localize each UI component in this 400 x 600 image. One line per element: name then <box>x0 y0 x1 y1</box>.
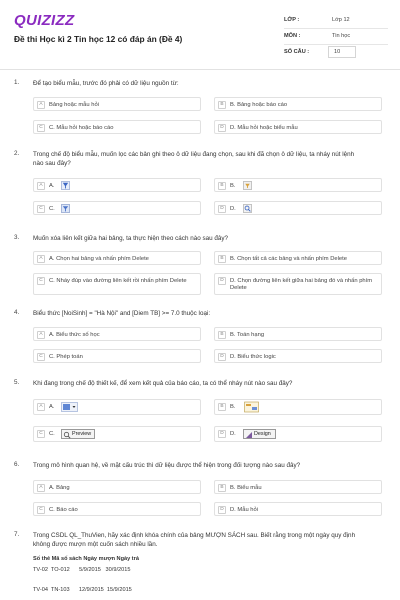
option-letter: D <box>218 277 226 285</box>
option-letter: A <box>37 484 45 492</box>
view-dropdown-icon <box>61 402 78 412</box>
option-2d[interactable] <box>214 201 382 215</box>
table-header: Số thẻ Mã số sách Ngày mượn Ngày trả <box>33 556 139 562</box>
option-text: B. Chọn tất cả các bảng và nhấn phím Delete <box>230 255 347 262</box>
option-text: A. Bảng <box>49 484 70 491</box>
find-icon <box>243 204 252 213</box>
option-letter: D <box>218 353 226 361</box>
count-box <box>328 46 356 58</box>
option-text: B. Biểu mẫu <box>230 484 262 491</box>
question-text: Trong CSDL QL_ThuVien, hãy xác định khóa chính của bảng MƯỢN SÁCH sau. Biết rằng trong một ngày quy định không được mượn một cuốn sách nhiều lần. <box>33 532 356 548</box>
meta-key: SỐ CÂU : <box>284 49 310 55</box>
option-letter: A <box>37 331 45 339</box>
option-text: C. Phép toán <box>49 353 83 360</box>
meta-key: MÔN : <box>284 33 301 39</box>
option-2a[interactable] <box>33 178 201 192</box>
option-text: Bảng hoặc mẫu hỏi <box>49 101 99 108</box>
option-1b[interactable] <box>214 97 382 111</box>
meta-value: 10 <box>334 49 341 55</box>
meta-value: Lớp 12 <box>332 17 350 23</box>
option-letter: A <box>37 403 45 411</box>
option-4b[interactable] <box>214 327 382 341</box>
option-1d[interactable] <box>214 120 382 134</box>
question-number: 2. <box>14 150 20 157</box>
option-text: D. Mẫu hỏi <box>230 506 259 513</box>
option-letter: B <box>218 403 226 411</box>
meta-key: LỚP : <box>284 17 300 23</box>
question-number: 6. <box>14 461 20 468</box>
question-number: 3. <box>14 234 20 241</box>
option-letter: C <box>37 124 45 132</box>
meta-row-count <box>284 45 388 61</box>
option-letter: C <box>37 277 45 285</box>
design-button-icon <box>243 429 276 439</box>
option-letter: B <box>218 101 226 109</box>
question-text: Khi đang trong chế độ thiết kế, để xem kết quả của báo cáo, ta có thể nháy nút nào sau đây? <box>33 380 293 387</box>
filter-by-form-icon <box>243 181 252 190</box>
report-icon <box>244 401 259 413</box>
question-number: 7. <box>14 531 20 538</box>
apply-filter-icon <box>61 204 70 213</box>
option-3b[interactable] <box>214 251 382 265</box>
option-text: A. <box>49 182 55 189</box>
option-5a[interactable] <box>33 399 201 415</box>
option-text: C. Mẫu hỏi hoặc báo cáo <box>49 124 114 131</box>
option-text: C. Báo cáo <box>49 506 78 513</box>
design-label: Design <box>254 431 271 437</box>
option-text: B. <box>230 182 236 189</box>
option-letter: C <box>37 430 45 438</box>
question-text: Biểu thức [NoiSinh] = "Hà Nội" and [Diem TB] >= 7.0 thuộc loại: <box>33 310 211 317</box>
option-text: C. <box>49 205 55 212</box>
option-5d[interactable] <box>214 426 382 442</box>
design-ruler-icon <box>245 431 253 439</box>
preview-button-icon <box>61 429 95 439</box>
meta-row-subject <box>284 29 388 45</box>
option-text: A. Chọn hai bảng và nhấn phím Delete <box>49 255 149 262</box>
option-6a[interactable] <box>33 480 201 494</box>
option-4c[interactable] <box>33 349 201 363</box>
option-letter: A <box>37 255 45 263</box>
option-letter: A <box>37 101 45 109</box>
option-6d[interactable] <box>214 502 382 516</box>
preview-label: Preview <box>72 431 92 437</box>
option-text: D. Chọn đường liên kết giữa hai bảng đó và nhấn phím Delete <box>230 277 373 291</box>
filter-by-selection-icon <box>61 181 70 190</box>
option-text: D. <box>230 430 236 437</box>
option-text: A. <box>49 403 55 410</box>
option-letter: C <box>37 353 45 361</box>
option-4d[interactable] <box>214 349 382 363</box>
option-letter: D <box>218 124 226 132</box>
question-number: 4. <box>14 309 20 316</box>
table-row: TV-04 TN-103 12/9/2015 15/9/2015 <box>33 587 132 593</box>
option-3c[interactable] <box>33 273 201 295</box>
page-header <box>0 0 400 70</box>
option-3a[interactable] <box>33 251 201 265</box>
option-4a[interactable] <box>33 327 201 341</box>
option-3d[interactable] <box>214 273 382 295</box>
option-text: B. Bảng hoặc báo cáo <box>230 101 288 108</box>
option-text: D. Mẫu hỏi hoặc biểu mẫu <box>230 124 298 131</box>
option-letter: C <box>37 506 45 514</box>
option-text: C. <box>49 430 55 437</box>
page-title: Đề thi Học kì 2 Tin học 12 có đáp án (Đề 4) <box>14 34 183 44</box>
magnifier-icon <box>63 431 71 439</box>
option-letter: D <box>218 205 226 213</box>
quizizz-logo: QUIZIZZ <box>14 12 75 29</box>
question-number: 5. <box>14 379 20 386</box>
meta-row-class <box>284 13 388 29</box>
option-5c[interactable] <box>33 426 201 442</box>
option-text: D. Biểu thức logic <box>230 353 276 360</box>
meta-value: Tin học <box>332 33 351 39</box>
option-letter: A <box>37 182 45 190</box>
question-text: Trong mô hình quan hệ, về mặt cấu trúc thì dữ liệu được thể hiện trong đối tượng nào sau đây? <box>33 462 301 469</box>
option-letter: B <box>218 255 226 263</box>
option-text: A. Biểu thức số học <box>49 331 100 338</box>
option-5b[interactable] <box>214 399 382 415</box>
option-letter: C <box>37 205 45 213</box>
option-letter: D <box>218 506 226 514</box>
option-1c[interactable] <box>33 120 201 134</box>
option-1a[interactable] <box>33 97 201 111</box>
option-text: B. <box>230 403 236 410</box>
option-2c[interactable] <box>33 201 201 215</box>
option-letter: B <box>218 484 226 492</box>
meta-panel <box>284 13 388 61</box>
question-text: Muốn xóa liên kết giữa hai bảng, ta thực hiện theo cách nào sau đây? <box>33 235 229 242</box>
question-text: Để tạo biểu mẫu, trước đó phải có dữ liệu nguồn từ: <box>33 80 179 87</box>
option-letter: D <box>218 430 226 438</box>
question-text: Trong chế độ biểu mẫu, muốn lọc các bản ghi theo ô dữ liệu đang chọn, sau khi đã chọn ô dữ liệu, ta nháy nút lệnh nào sau đây? <box>33 151 355 167</box>
table-row: TV-02 TO-012 5/9/2015 30/9/2015 <box>33 567 131 573</box>
option-letter: B <box>218 331 226 339</box>
option-text: C. Nháy đúp vào đường liên kết rồi nhấn phím Delete <box>49 277 187 284</box>
question-number: 1. <box>14 79 20 86</box>
option-text: B. Toán hạng <box>230 331 265 338</box>
option-2b[interactable] <box>214 178 382 192</box>
option-text: D. <box>230 205 236 212</box>
option-6b[interactable] <box>214 480 382 494</box>
option-letter: B <box>218 182 226 190</box>
option-6c[interactable] <box>33 502 201 516</box>
